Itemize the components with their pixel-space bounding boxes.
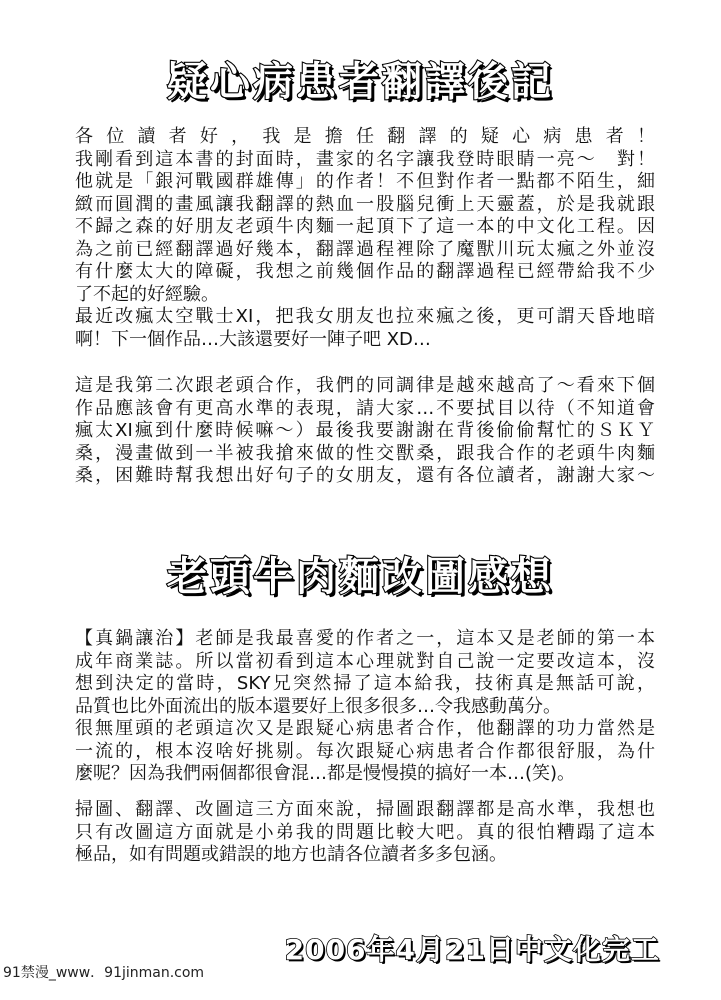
text-line: 不歸之森的好朋友老頭牛肉麵一起頂下了這一本的中文化工程。因 (75, 216, 655, 237)
editor-afterword-title: 老頭牛肉麵改圖感想 (167, 554, 554, 600)
translator-afterword-title: 疑心病患者翻譯後記 (167, 59, 554, 105)
translator-note-paragraph (75, 126, 655, 351)
text-line: 極品，如有問題或錯誤的地方也請各位讀者多多包涵。 (75, 844, 507, 865)
text-line: 很無厘頭的老頭這次又是跟疑心病患者合作，他翻譯的功力當然是 (75, 718, 655, 739)
date-signature: 2006年4月21日中文化完工 (284, 933, 660, 966)
text-line: 他就是「銀河戰國群雄傳」的作者！不但對作者一點都不陌生，細 (75, 171, 655, 192)
text-line: 這是我第二次跟老頭合作，我們的同調律是越來越高了～看來下個 (75, 375, 655, 396)
text-line: 作品應該會有更高水準的表現，請大家…不要拭目以待（不知道會 (75, 397, 655, 419)
text-line: 了不起的好經驗。 (75, 283, 219, 305)
text-line: 瘋太XI瘋到什麼時候嘛～）最後我要謝謝在背後偷偷幫忙的ＳＫＹ (75, 420, 655, 441)
text-line: 桑，漫畫做到一半被我搶來做的性交獸桑，跟我合作的老頭牛肉麵 (75, 442, 655, 464)
translator-thanks-paragraph (75, 375, 655, 488)
text-line: 緻而圓潤的畫風讓我翻譯的熱血一股腦兒衝上天靈蓋，於是我就跟 (75, 193, 655, 215)
editor-note-paragraph (75, 628, 655, 786)
text-line: 一流的，根本沒啥好挑剔。每次跟疑心病患者合作都很舒服，為什 (75, 740, 655, 762)
text-line: 只有改圖這方面就是小弟我的問題比較大吧。真的很怕糟蹋了這本 (75, 821, 655, 843)
text-line: 品質也比外面流出的版本還要好上很多很多…令我感動萬分。 (75, 695, 561, 717)
text-line: 最近改瘋太空戰士XI，把我女朋友也拉來瘋之後，更可謂天昏地暗 (75, 306, 655, 327)
site-watermark: 91禁漫_www．91jinman.com (3, 965, 205, 981)
text-line: 各位讀者好，我是擔任翻譯的疑心病患者！ (75, 126, 655, 147)
editor-closing-paragraph (75, 799, 655, 867)
text-line: 為之前已經翻譯過好幾本，翻譯過程裡除了魔獸川玩太瘋之外並沒 (75, 238, 655, 260)
text-line: 有什麼太大的障礙，我想之前幾個作品的翻譯過程已經帶給我不少 (75, 261, 655, 282)
text-line: 掃圖、翻譯、改圖這三方面來說，掃圖跟翻譯都是高水準，我想也 (75, 799, 655, 820)
text-line: 成年商業誌。所以當初看到這本心理就對自己說一定要改這本，沒 (75, 650, 655, 672)
text-line: 麼呢？因為我們兩個都很會混…都是慢慢摸的搞好一本…(笑)。 (75, 763, 576, 784)
text-line: 我剛看到這本書的封面時，畫家的名字讓我登時眼睛一亮～ 對！ (75, 148, 655, 170)
text-line: 桑，困難時幫我想出好句子的女朋友，還有各位讀者，謝謝大家～ (75, 465, 655, 486)
text-line: 想到決定的當時，SKY兄突然掃了這本給我，技術真是無話可說， (75, 673, 655, 694)
text-line: 啊！下一個作品…大該還要好一陣子吧 XD… (75, 328, 431, 350)
text-line: 【真鍋讓治】老師是我最喜愛的作者之一，這本又是老師的第一本 (75, 628, 655, 649)
